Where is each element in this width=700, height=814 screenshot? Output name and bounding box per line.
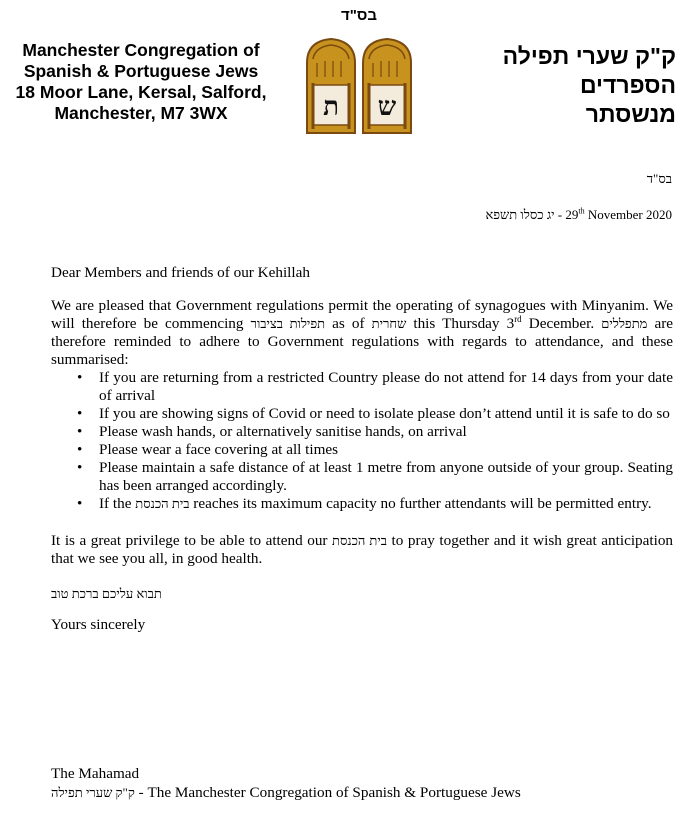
bullet-icon: • [77, 369, 83, 386]
text-run: It is a great privilege to be able to attend our [51, 532, 333, 549]
hebrew-term: שחרית [371, 316, 407, 331]
list-item [77, 495, 673, 513]
date-separator: - [554, 207, 566, 222]
date-ordinal: th [578, 206, 585, 216]
bsd-mark: בס"ד [646, 171, 672, 186]
ordinal: rd [514, 313, 522, 324]
signature-name: The Mahamad [51, 765, 140, 782]
address-line: Manchester, M7 3WX [54, 103, 228, 123]
list-item [77, 405, 673, 423]
address-line: Spanish & Portuguese Jews [23, 61, 259, 81]
bullet-icon: • [77, 495, 83, 512]
bullet-icon: • [77, 459, 83, 476]
letter-date [485, 207, 672, 223]
signature-organization [51, 784, 521, 802]
text-run: We are pleased that Government regulations permit the operating of synagogues with Minyanim. We will therefore be commencing [51, 297, 673, 332]
list-item [77, 423, 673, 441]
closing-paragraph [51, 532, 673, 568]
bsd-header: בס"ד [341, 7, 377, 24]
hebrew-term: ק"ק שערי תפילה [51, 785, 135, 800]
list-item-text: Please wash hands, or alternatively sanitise hands, on arrival [99, 423, 467, 440]
salutation: Dear Members and friends of our Kehillah [51, 264, 310, 281]
logo-letter: ת [323, 92, 339, 122]
hebrew-line: ק"ק שערי תפילה [502, 43, 676, 69]
logo-letter: ש [377, 92, 397, 122]
congregation-address [8, 40, 274, 124]
intro-paragraph [51, 297, 673, 369]
text-run: reaches its maximum capacity no further attendants will be permitted entry. [189, 495, 652, 512]
list-item [77, 441, 673, 459]
hebrew-term: תפילות בציבור [250, 316, 326, 331]
list-item [77, 369, 673, 405]
hebrew-term: בית הכנסת [135, 496, 190, 511]
list-item-text: If you are returning from a restricted Country please do not attend for 14 days from your date of arrival [99, 369, 673, 404]
closing-salutation: Yours sincerely [51, 616, 146, 633]
hebrew-term: מתפללים [601, 316, 648, 331]
hebrew-line: הספרדים [579, 72, 676, 98]
bullet-icon: • [77, 423, 83, 440]
date-day: 29 [565, 207, 579, 222]
address-line: 18 Moor Lane, Kersal, Salford, [15, 82, 267, 102]
regulations-list [51, 369, 673, 513]
text-run: to pray together and it wish great anticipation that we see you all, in good health. [51, 532, 674, 567]
list-item-text: Please maintain a safe distance of at least 1 metre from anyone outside of your group. Seating has been arranged accordingly. [99, 459, 673, 494]
text-run: December. [521, 315, 602, 332]
date-month-year: November 2020 [584, 207, 672, 222]
bullet-icon: • [77, 441, 83, 458]
hebrew-term: בית הכנסת [332, 533, 388, 548]
hebrew-line: מנשסתר [585, 101, 676, 127]
text-run: are therefore reminded to adhere to Government regulations with regards to attendance, and these summarised: [51, 315, 674, 368]
text-run: as of [325, 315, 372, 332]
address-line: Manchester Congregation of [22, 40, 260, 60]
letter-body [51, 264, 673, 634]
bullet-icon: • [77, 405, 83, 422]
text-run: If the [99, 495, 136, 512]
list-item-text: If you are showing signs of Covid or need to isolate please don’t attend until it is safe to do so [99, 405, 670, 422]
text-run: - The Manchester Congregation of Spanish & Portuguese Jews [134, 784, 521, 801]
text-run: this Thursday 3 [406, 315, 515, 332]
list-item [77, 459, 673, 495]
hebrew-blessing: תבוא עליכם ברכת טוב [51, 586, 162, 601]
torah-tablets-logo [303, 33, 415, 141]
congregation-hebrew-name [446, 42, 676, 129]
hebrew-date: יג כסלו תשפא [485, 207, 555, 222]
list-item-text: Please wear a face covering at all times [99, 441, 339, 458]
